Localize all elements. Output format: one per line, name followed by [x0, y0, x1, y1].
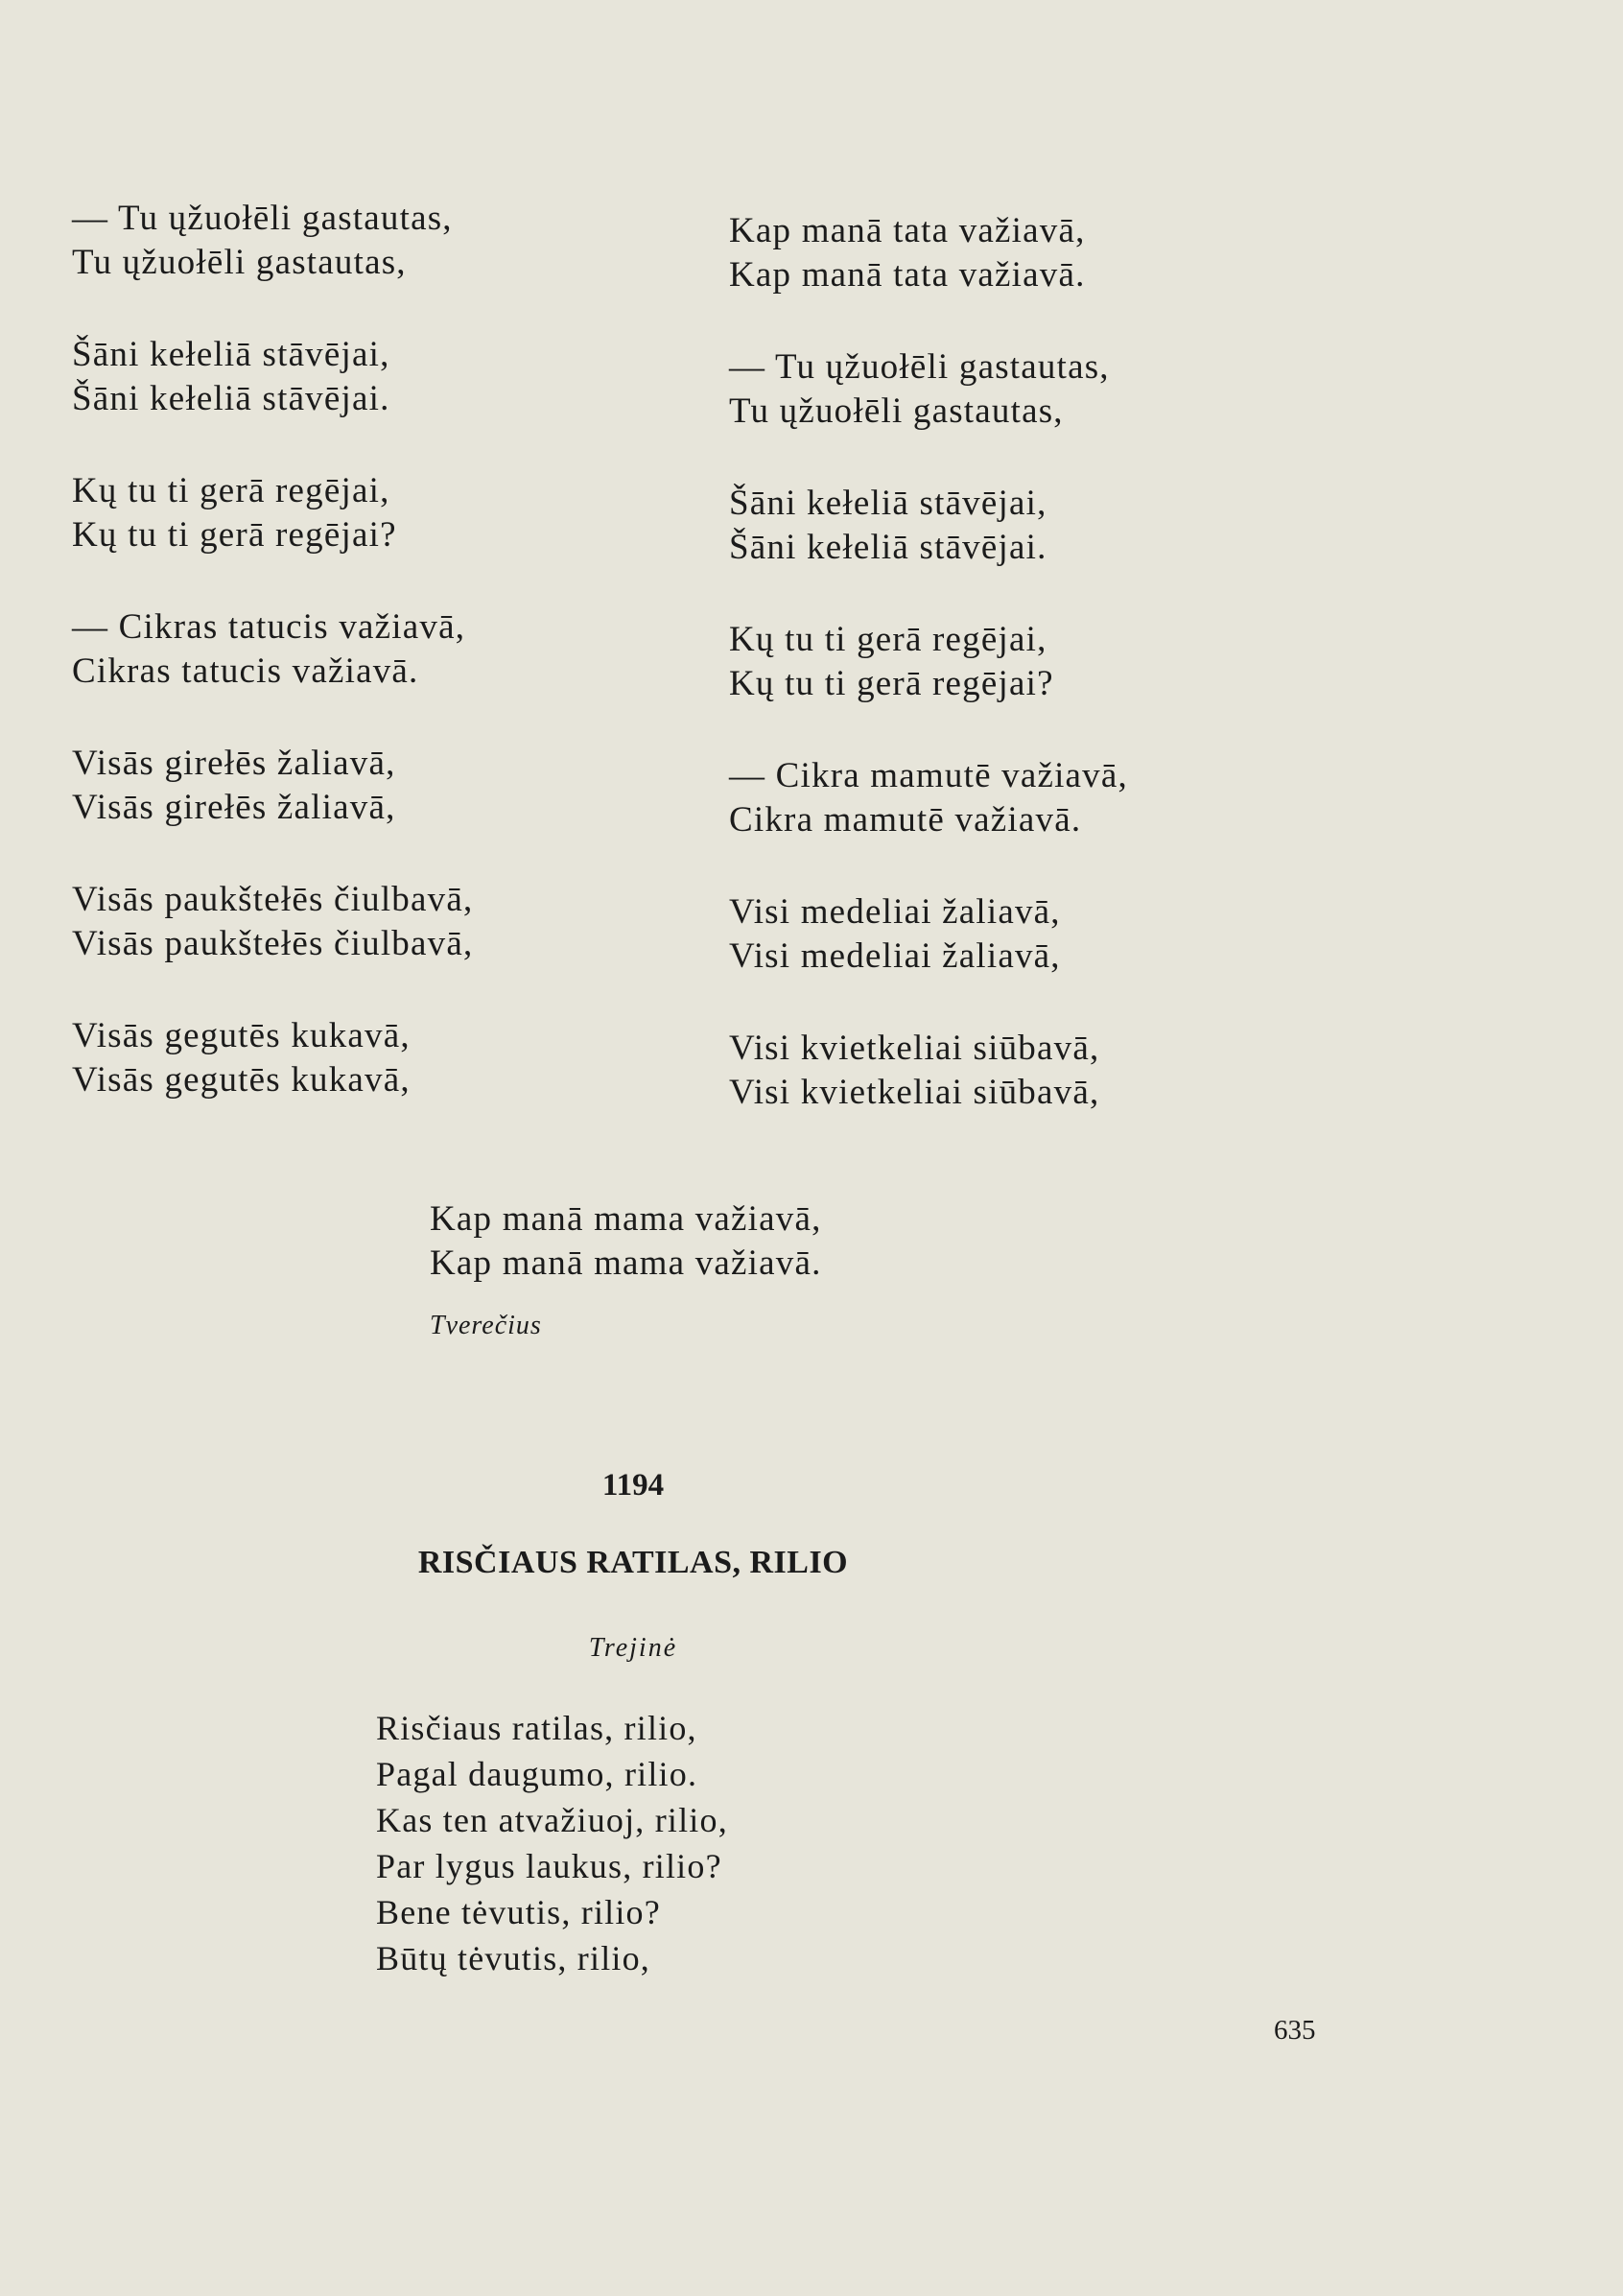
verse-line: Visi kvietkeliai siūbavā, — [729, 1073, 1100, 1112]
verse-line: Kų tu ti gerā regējai? — [72, 515, 397, 555]
verse-line: Kap manā mama važiavā. — [430, 1243, 822, 1283]
verse-line: Visās paukštełēs čiulbavā, — [72, 924, 474, 963]
stanza — [729, 890, 1343, 979]
verse-line: Visi medeliai žaliavā, — [729, 892, 1061, 932]
verse-line: Par lygus laukus, rilio? — [376, 1847, 722, 1885]
verse-line: Būtų tėvutis, rilio, — [376, 1939, 651, 1977]
verse-line: — Tu ųžuołēli gastautas, — [729, 347, 1110, 387]
song-subtitle: Trejinė — [588, 1633, 678, 1663]
verse-line: Kų tu ti gerā regējai, — [729, 620, 1047, 659]
verse-line: — Cikra mamutē važiavā, — [729, 756, 1128, 795]
verse-line: Šāni kełeliā stāvējai. — [729, 528, 1047, 567]
verse-line: Visi kvietkeliai siūbavā, — [729, 1029, 1100, 1068]
verse-line: Tu ųžuołēli gastautas, — [729, 391, 1064, 431]
verse-line: Visi medeliai žaliavā, — [729, 936, 1061, 976]
stanza — [729, 1027, 1343, 1115]
verse-line: Pagal daugumo, rilio. — [376, 1755, 698, 1793]
verse-line: Cikras tatucis važiavā. — [72, 651, 419, 691]
song-lyrics — [376, 1705, 728, 1981]
stanza — [729, 209, 1343, 297]
stanza — [72, 469, 686, 557]
stanza — [729, 482, 1343, 570]
verse-line: Risčiaus ratilas, rilio, — [376, 1709, 697, 1747]
verse-line: Kap manā tata važiavā, — [729, 211, 1086, 250]
verse-line: Visās girełēs žaliavā, — [72, 788, 396, 827]
stanza — [72, 742, 686, 830]
verse-line: Visās gegutēs kukavā, — [72, 1060, 411, 1100]
song-title: RISČIAUS RATILAS, RILIO — [417, 1545, 849, 1580]
verse-line: Visās girełēs žaliavā, — [72, 744, 396, 783]
stanza — [729, 618, 1343, 706]
verse-line: Šāni kełeliā stāvējai, — [729, 484, 1047, 523]
recording-place: Tverečius — [430, 1311, 542, 1340]
left-column — [72, 197, 686, 1150]
verse-line: Visās gegutēs kukavā, — [72, 1016, 411, 1055]
stanza — [72, 1014, 686, 1102]
right-column — [729, 209, 1343, 1163]
stanza — [729, 345, 1343, 434]
stanza — [72, 333, 686, 421]
verse-line: Kap manā tata važiavā. — [729, 255, 1086, 295]
page-number: 635 — [1274, 2015, 1316, 2046]
closing-stanza — [430, 1197, 822, 1286]
verse-line: Cikra mamutē važiavā. — [729, 800, 1082, 840]
verse-line: Šāni kełeliā stāvējai. — [72, 379, 390, 418]
verse-line: Šāni kełeliā stāvējai, — [72, 335, 390, 374]
verse-line: Kap manā mama važiavā, — [430, 1199, 822, 1239]
verse-line: — Cikras tatucis važiavā, — [72, 607, 466, 647]
stanza — [72, 197, 686, 285]
stanza — [72, 605, 686, 694]
verse-line: Kų tu ti gerā regējai? — [729, 664, 1054, 703]
stanza — [72, 878, 686, 966]
verse-line: — Tu ųžuołēli gastautas, — [72, 199, 453, 238]
verse-line: Visās paukštełēs čiulbavā, — [72, 880, 474, 919]
song-number: 1194 — [601, 1468, 665, 1503]
verse-line: Bene tėvutis, rilio? — [376, 1893, 661, 1931]
verse-line: Kų tu ti gerā regējai, — [72, 471, 390, 510]
verse-line: Kas ten atvažiuoj, rilio, — [376, 1801, 728, 1839]
verse-line: Tu ųžuołēli gastautas, — [72, 243, 407, 282]
stanza — [729, 754, 1343, 842]
